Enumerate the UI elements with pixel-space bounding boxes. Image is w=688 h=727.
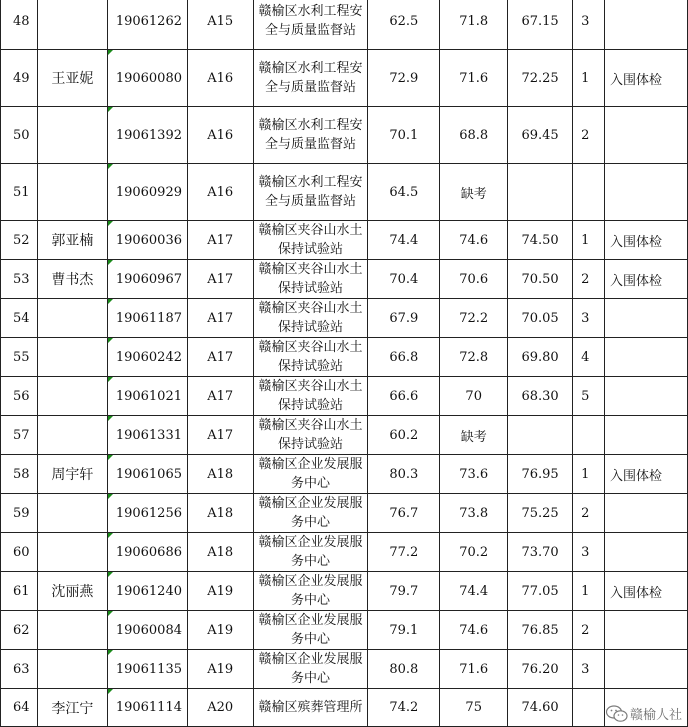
rank: 3 — [573, 650, 605, 689]
exam-id: 19060080 — [107, 50, 187, 107]
rank: 2 — [573, 494, 605, 533]
candidate-name: 周宇轩 — [37, 455, 107, 494]
candidate-name — [37, 164, 107, 221]
table-row — [1, 221, 688, 260]
note: 入围体检 — [605, 455, 688, 494]
interview-score: 73.6 — [440, 455, 508, 494]
wechat-icon — [606, 705, 628, 723]
rank: 1 — [573, 50, 605, 107]
rank: 4 — [573, 338, 605, 377]
row-number: 55 — [1, 338, 38, 377]
note — [605, 377, 688, 416]
exam-id: 19061392 — [107, 107, 187, 164]
note — [605, 533, 688, 572]
note: 入围体检 — [605, 50, 688, 107]
exam-id: 19060036 — [107, 221, 187, 260]
rank: 3 — [573, 299, 605, 338]
interview-score: 72.8 — [440, 338, 508, 377]
employer-unit: 赣榆区夹谷山水土 保持试验站 — [253, 377, 368, 416]
watermark — [606, 704, 682, 723]
table-row — [1, 107, 688, 164]
written-score: 64.5 — [368, 164, 440, 221]
written-score: 70.4 — [368, 260, 440, 299]
interview-score: 70.6 — [440, 260, 508, 299]
row-number: 59 — [1, 494, 38, 533]
total-score: 76.85 — [508, 611, 573, 650]
interview-score: 缺考 — [440, 164, 508, 221]
employer-unit: 赣榆区夹谷山水土 保持试验站 — [253, 260, 368, 299]
note: 入围体检 — [605, 572, 688, 611]
written-score: 80.3 — [368, 455, 440, 494]
total-score: 67.15 — [508, 0, 573, 50]
row-number: 56 — [1, 377, 38, 416]
candidate-name — [37, 611, 107, 650]
rank: 2 — [573, 107, 605, 164]
total-score: 74.50 — [508, 221, 573, 260]
total-score — [508, 416, 573, 455]
employer-unit: 赣榆区夹谷山水土 保持试验站 — [253, 338, 368, 377]
candidate-name — [37, 338, 107, 377]
employer-unit: 赣榆区水利工程安 全与质量监督站 — [253, 107, 368, 164]
position-code: A15 — [187, 0, 253, 50]
interview-score: 74.6 — [440, 611, 508, 650]
candidate-name — [37, 416, 107, 455]
total-score: 70.50 — [508, 260, 573, 299]
table-row — [1, 299, 688, 338]
rank — [573, 416, 605, 455]
written-score: 66.8 — [368, 338, 440, 377]
row-number: 60 — [1, 533, 38, 572]
table-row — [1, 611, 688, 650]
exam-id: 19060084 — [107, 611, 187, 650]
row-number: 63 — [1, 650, 38, 689]
written-score: 79.7 — [368, 572, 440, 611]
written-score: 76.7 — [368, 494, 440, 533]
position-code: A19 — [187, 650, 253, 689]
position-code: A17 — [187, 338, 253, 377]
total-score: 75.25 — [508, 494, 573, 533]
employer-unit: 赣榆区水利工程安 全与质量监督站 — [253, 164, 368, 221]
candidate-name: 王亚妮 — [37, 50, 107, 107]
rank: 1 — [573, 455, 605, 494]
exam-id: 19060242 — [107, 338, 187, 377]
table-row — [1, 260, 688, 299]
row-number: 50 — [1, 107, 38, 164]
row-number: 54 — [1, 299, 38, 338]
table-row — [1, 494, 688, 533]
position-code: A18 — [187, 494, 253, 533]
table-row — [1, 650, 688, 689]
note — [605, 416, 688, 455]
note — [605, 611, 688, 650]
exam-id: 19060929 — [107, 164, 187, 221]
candidate-name — [37, 377, 107, 416]
employer-unit: 赣榆区殡葬管理所 — [253, 689, 368, 727]
interview-score: 74.6 — [440, 221, 508, 260]
total-score: 72.25 — [508, 50, 573, 107]
position-code: A19 — [187, 611, 253, 650]
interview-score: 68.8 — [440, 107, 508, 164]
total-score: 76.95 — [508, 455, 573, 494]
position-code: A16 — [187, 107, 253, 164]
total-score: 73.70 — [508, 533, 573, 572]
rank: 1 — [573, 221, 605, 260]
rank: 3 — [573, 0, 605, 50]
row-number: 57 — [1, 416, 38, 455]
interview-score: 71.6 — [440, 50, 508, 107]
total-score: 69.80 — [508, 338, 573, 377]
written-score: 62.5 — [368, 0, 440, 50]
candidate-name: 沈丽燕 — [37, 572, 107, 611]
table-row — [1, 164, 688, 221]
exam-id: 19061187 — [107, 299, 187, 338]
employer-unit: 赣榆区企业发展服 务中心 — [253, 455, 368, 494]
position-code: A18 — [187, 455, 253, 494]
candidate-name — [37, 107, 107, 164]
position-code: A17 — [187, 221, 253, 260]
total-score: 69.45 — [508, 107, 573, 164]
exam-id: 19060967 — [107, 260, 187, 299]
employer-unit: 赣榆区企业发展服 务中心 — [253, 572, 368, 611]
rank: 1 — [573, 572, 605, 611]
candidate-name — [37, 299, 107, 338]
employer-unit: 赣榆区夹谷山水土 保持试验站 — [253, 299, 368, 338]
candidate-name — [37, 0, 107, 50]
written-score: 66.6 — [368, 377, 440, 416]
row-number: 49 — [1, 50, 38, 107]
table-row — [1, 689, 688, 727]
employer-unit: 赣榆区企业发展服 务中心 — [253, 533, 368, 572]
written-score: 70.1 — [368, 107, 440, 164]
rank: 2 — [573, 260, 605, 299]
note: 入围体检 — [605, 260, 688, 299]
note: 入围体检 — [605, 221, 688, 260]
note — [605, 0, 688, 50]
table-row — [1, 572, 688, 611]
employer-unit: 赣榆区企业发展服 务中心 — [253, 494, 368, 533]
exam-id: 19061262 — [107, 0, 187, 50]
exam-id: 19061331 — [107, 416, 187, 455]
position-code: A16 — [187, 50, 253, 107]
rank: 3 — [573, 533, 605, 572]
written-score: 67.9 — [368, 299, 440, 338]
total-score: 74.60 — [508, 689, 573, 727]
position-code: A20 — [187, 689, 253, 727]
interview-score: 缺考 — [440, 416, 508, 455]
employer-unit: 赣榆区企业发展服 务中心 — [253, 650, 368, 689]
exam-id: 19061021 — [107, 377, 187, 416]
candidate-name: 李江宁 — [37, 689, 107, 727]
row-number: 62 — [1, 611, 38, 650]
table-row — [1, 377, 688, 416]
interview-score: 75 — [440, 689, 508, 727]
position-code: A17 — [187, 260, 253, 299]
note — [605, 494, 688, 533]
candidate-name: 郭亚楠 — [37, 221, 107, 260]
written-score: 72.9 — [368, 50, 440, 107]
position-code: A16 — [187, 164, 253, 221]
row-number: 64 — [1, 689, 38, 727]
written-score: 77.2 — [368, 533, 440, 572]
rank — [573, 164, 605, 221]
total-score — [508, 164, 573, 221]
table-row — [1, 338, 688, 377]
interview-score: 71.8 — [440, 0, 508, 50]
position-code: A17 — [187, 299, 253, 338]
watermark-text: 赣榆人社 — [629, 708, 682, 723]
note — [605, 299, 688, 338]
exam-id: 19061114 — [107, 689, 187, 727]
note — [605, 338, 688, 377]
employer-unit: 赣榆区夹谷山水土 保持试验站 — [253, 416, 368, 455]
row-number: 53 — [1, 260, 38, 299]
row-number: 51 — [1, 164, 38, 221]
employer-unit: 赣榆区水利工程安 全与质量监督站 — [253, 50, 368, 107]
note — [605, 650, 688, 689]
employer-unit: 赣榆区夹谷山水土 保持试验站 — [253, 221, 368, 260]
note — [605, 107, 688, 164]
written-score: 80.8 — [368, 650, 440, 689]
employer-unit: 赣榆区企业发展服 务中心 — [253, 611, 368, 650]
interview-score: 70.2 — [440, 533, 508, 572]
total-score: 76.20 — [508, 650, 573, 689]
position-code: A19 — [187, 572, 253, 611]
position-code: A17 — [187, 416, 253, 455]
written-score: 79.1 — [368, 611, 440, 650]
written-score: 74.4 — [368, 221, 440, 260]
rank: 2 — [573, 611, 605, 650]
table-row — [1, 50, 688, 107]
table-row — [1, 533, 688, 572]
total-score: 70.05 — [508, 299, 573, 338]
candidate-name — [37, 494, 107, 533]
exam-id: 19060686 — [107, 533, 187, 572]
row-number: 48 — [1, 0, 38, 50]
table-row — [1, 416, 688, 455]
interview-score: 73.8 — [440, 494, 508, 533]
candidate-name: 曹书杰 — [37, 260, 107, 299]
written-score: 60.2 — [368, 416, 440, 455]
rank: 5 — [573, 377, 605, 416]
exam-id: 19061065 — [107, 455, 187, 494]
position-code: A17 — [187, 377, 253, 416]
interview-score: 71.6 — [440, 650, 508, 689]
row-number: 52 — [1, 221, 38, 260]
written-score: 74.2 — [368, 689, 440, 727]
employer-unit: 赣榆区水利工程安 全与质量监督站 — [253, 0, 368, 50]
interview-score: 70 — [440, 377, 508, 416]
exam-id: 19061135 — [107, 650, 187, 689]
note — [605, 164, 688, 221]
rank — [573, 689, 605, 727]
interview-score: 74.4 — [440, 572, 508, 611]
total-score: 68.30 — [508, 377, 573, 416]
table-row — [1, 0, 688, 50]
total-score: 77.05 — [508, 572, 573, 611]
candidate-name — [37, 533, 107, 572]
candidate-name — [37, 650, 107, 689]
exam-id: 19061240 — [107, 572, 187, 611]
table-row — [1, 455, 688, 494]
row-number: 58 — [1, 455, 38, 494]
exam-id: 19061256 — [107, 494, 187, 533]
interview-score: 72.2 — [440, 299, 508, 338]
row-number: 61 — [1, 572, 38, 611]
position-code: A18 — [187, 533, 253, 572]
